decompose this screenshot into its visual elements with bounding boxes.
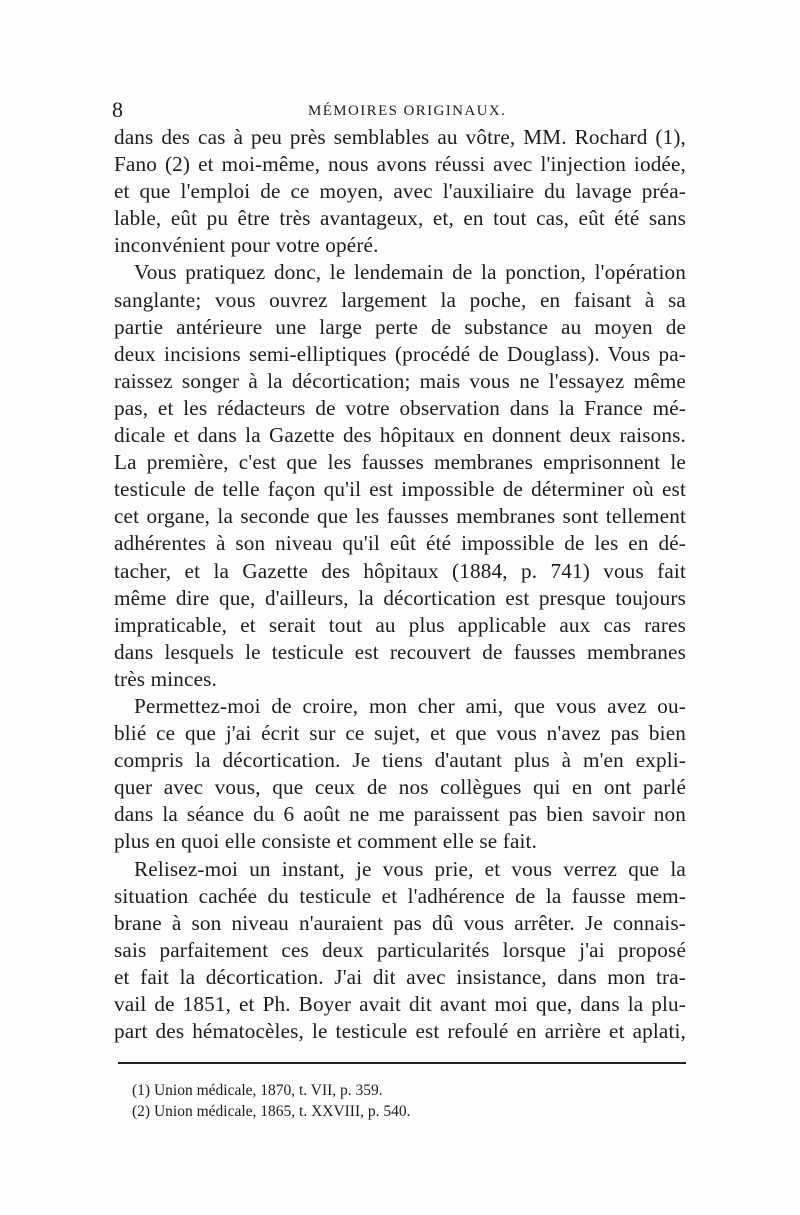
body-text: [114, 124, 686, 1045]
text-line: adhérentes à son niveau qu'il eût été impossible de les en dé-: [114, 531, 686, 556]
text-line: vail de 1851, et Ph. Boyer avait dit avant moi que, dans la plu-: [114, 992, 686, 1016]
text-line: cet organe, la seconde que les fausses membranes sont tellement: [114, 504, 686, 529]
text-line: tacher, et la Gazette des hôpitaux (1884, p. 741) vous fait: [114, 558, 686, 583]
text-line: La première, c'est que les fausses membranes emprisonnent le: [114, 450, 686, 475]
running-title: MÉMOIRES ORIGINAUX.: [308, 103, 507, 119]
text-line: inconvénient pour votre opéré.: [114, 233, 379, 258]
text-line: testicule de telle façon qu'il est impossible de déterminer où est: [114, 477, 686, 502]
running-head: [112, 96, 686, 124]
text-line: et fait la décortication. J'ai dit avec insistance, dans mon tra-: [114, 964, 686, 989]
footnote-divider: [118, 1062, 686, 1064]
text-line: quer avec vous, que ceux de nos collègues qui en ont parlé: [114, 775, 686, 800]
text-line: brane à son niveau n'auraient pas dû vous arrêter. Je connais-: [114, 910, 686, 935]
text-line: lable, eût pu être très avantageux, et, en tout cas, eût été sans: [114, 206, 686, 231]
text-line: situation cachée du testicule et l'adhérence de la fausse mem-: [114, 883, 686, 908]
text-line: deux incisions semi-elliptiques (procédé de Douglass). Vous pa-: [114, 341, 686, 366]
text-line: sanglante; vous ouvrez largement la poche, en faisant à sa: [114, 287, 686, 312]
text-line: dans des cas à peu près semblables au vôtre, MM. Rochard (1),: [114, 125, 686, 149]
text-line: dans la séance du 6 août ne me paraissent pas bien savoir non: [114, 802, 686, 827]
text-line: compris la décortication. Je tiens d'autant plus à m'en expli-: [114, 748, 686, 773]
text-line: raissez songer à la décortication; mais vous ne l'essayez même: [114, 368, 686, 393]
text-line: pas, et les rédacteurs de votre observation dans la France mé-: [114, 395, 686, 420]
text-line: sais parfaitement ces deux particularités lorsque j'ai proposé: [114, 937, 686, 962]
text-line: plus en quoi elle consiste et comment elle se fait.: [114, 829, 538, 854]
page-number: 8: [112, 97, 123, 122]
text-line: blié ce que j'ai écrit sur ce sujet, et que vous n'avez pas bien: [114, 721, 686, 746]
text-line: Relisez-moi un instant, je vous prie, et vous verrez que la: [134, 856, 686, 881]
text-line: dans lesquels le testicule est recouvert de fausses membranes: [114, 639, 686, 664]
footnotes: [132, 1080, 411, 1122]
text-line: Fano (2) et moi-même, nous avons réussi avec l'injection iodée,: [114, 152, 686, 177]
footnote-2: (2) Union médicale, 1865, t. XXVIII, p. 540.: [132, 1103, 411, 1120]
footnote-1: (1) Union médicale, 1870, t. VII, p. 359.: [132, 1082, 383, 1099]
text-line: impraticable, et serait tout au plus applicable aux cas rares: [114, 612, 686, 637]
text-line: très minces.: [114, 666, 217, 691]
text-line: Vous pratiquez donc, le lendemain de la ponction, l'opération: [134, 260, 686, 285]
text-line: Permettez-moi de croire, mon cher ami, que vous avez ou-: [134, 693, 686, 718]
text-line: même dire que, d'ailleurs, la décortication est presque toujours: [114, 585, 686, 610]
text-line: part des hématocèles, le testicule est refoulé en arrière et aplati,: [114, 1019, 686, 1044]
text-line: et que l'emploi de ce moyen, avec l'auxiliaire du lavage préa-: [114, 179, 686, 204]
text-line: partie antérieure une large perte de substance au moyen de: [114, 314, 686, 339]
text-line: dicale et dans la Gazette des hôpitaux en donnent deux raisons.: [114, 423, 686, 448]
